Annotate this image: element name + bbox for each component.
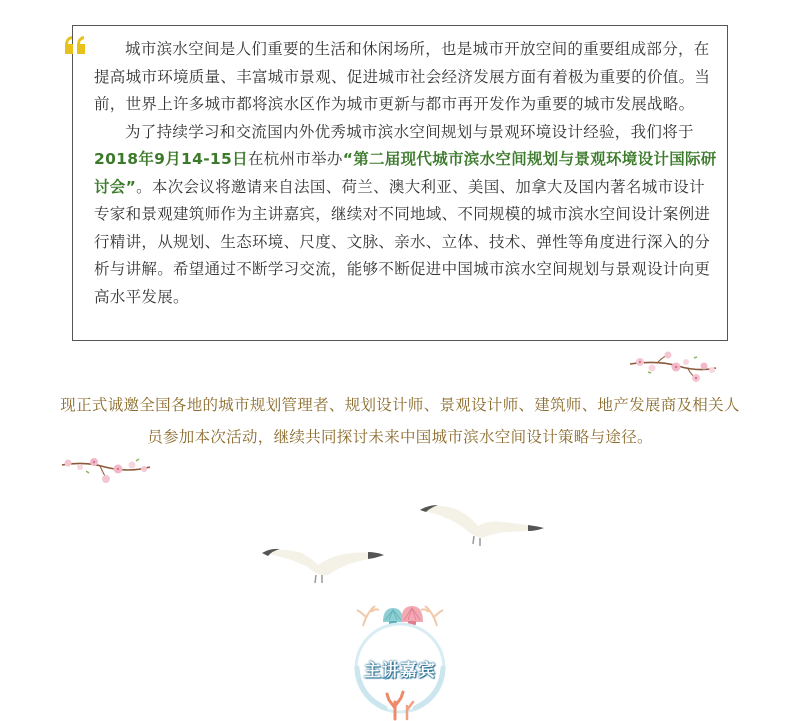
section-title-speakers: 主讲嘉宾 (364, 661, 436, 681)
event-title: “第二届现代城市滨水空间规划与景观环境设计国际研讨会” (94, 150, 717, 196)
intro-p2-part2: 在杭州市举办 (247, 150, 343, 168)
cherry-blossom-branch-icon (628, 350, 718, 386)
intro-paragraph-2 (94, 119, 718, 312)
intro-p2-part1: 为了持续学习和交流国内外优秀城市滨水空间规划与景观环境设计经验，我们将于 (125, 122, 694, 141)
section-emblem (345, 598, 455, 721)
invitation-text: 现正式诚邀全国各地的城市规划管理者、规划设计师、景观设计师、建筑师、地产发展商及相关人员参加本次活动，继续共同探讨未来中国城市滨水空间设计策略与途径。 (60, 396, 740, 446)
event-date: 2018年9月14-15日 (94, 150, 248, 168)
seagull-icon (260, 543, 385, 585)
seagull-icon (418, 500, 546, 550)
intro-paragraph-1: 城市滨水空间是人们重要的生活和休闲场所，也是城市开放空间的重要组成部分，在提高城市环境质量、丰富城市景观、促进城市社会经济发展方面有着极为重要的价值。当前，世界上许多城市都将滨水区作为城市更新与都市再开发作为重要的城市发展战略。 (94, 40, 711, 113)
intro-p2-part3: 。本次会议将邀请来自法国、荷兰、澳大利亚、美国、加拿大及国内著名城市设计专家和景观建筑师作为主讲嘉宾，继续对不同地域、不同规模的城市滨水空间设计案例进行精讲，从规划、生态环境、尺度、文脉、亲水、立体、技术、弹性等角度进行深入的分析与讲解。希望通过不断学习交流，能够不断促进中国城市滨水空间规划与景观设计向更高水平发展。 (94, 177, 711, 306)
cherry-blossom-branch-icon (60, 453, 152, 487)
intro-text (94, 36, 718, 311)
quote-mark-icon (62, 34, 90, 60)
